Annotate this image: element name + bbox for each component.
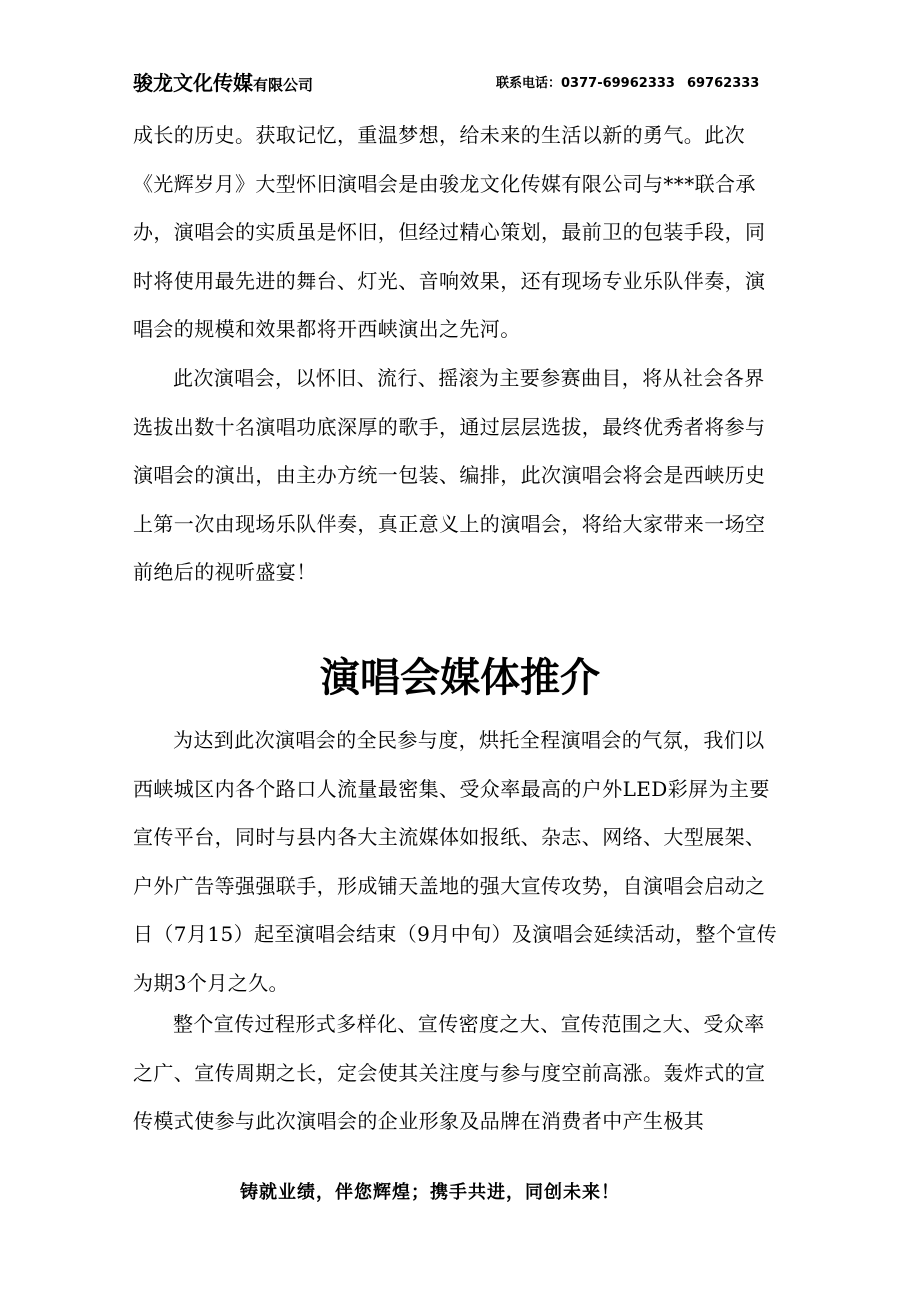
phone-number-secondary: 69762333 [686,76,760,91]
footer-slogan: 铸就业绩，伴您辉煌；携手共进，同创未来！ [240,1182,620,1203]
section-heading: 演唱会媒体推介 [320,655,600,701]
company-name-suffix: 有限公司 [253,76,314,94]
paragraph-2: 此次演唱会，以怀旧、流行、摇滚为主要参赛曲目，将从社会各界选拔出数十名演唱功底深厚的歌手，通过层层选拔，最终优秀者将参与演唱会的演出，由主办方统一包装、编排，此次演唱会将会是西峡历史上第一次由现场乐队伴奏，真正意义上的演唱会，将给大家带来一场空前绝后的视听盛宴！ [133,366,766,584]
paragraph-3: 为达到此次演唱会的全民参与度，烘托全程演唱会的气氛，我们以西峡城区内各个路口人流量最密集、受众率最高的户外LED彩屏为主要宣传平台，同时与县内各大主流媒体如报纸、杂志、网络、大型展架、户外广告等强强联手，形成铺天盖地的强大宣传攻势，自演唱会启动之日（7月15）起至演唱会结束（9月中旬）及演唱会延续活动，整个宣传为期3个月之久。 [133,728,778,995]
company-name-main: 骏龙文化传媒 [133,71,253,95]
paragraph-4: 整个宣传过程形式多样化、宣传密度之大、宣传范围之大、受众率之广、宣传周期之长，定会使其关注度与参与度空前高涨。轰炸式的宣传模式使参与此次演唱会的企业形象及品牌在消费者中产生极其 [133,1012,766,1133]
paragraph-block-2 [133,354,783,597]
paragraph-block-3 [133,716,783,1007]
paragraph-block-1 [133,111,783,354]
paragraph-1: 成长的历史。获取记忆，重温梦想，给未来的生活以新的勇气。此次《光辉岁月》大型怀旧演唱会是由骏龙文化传媒有限公司与***联合承办，演唱会的实质虽是怀旧，但经过精心策划，最前卫的包装手段，同时将使用最先进的舞台、灯光、音响效果，还有现场专业乐队伴奏，演唱会的规模和效果都将开西峡演出之先河。 [133,123,766,341]
page-header [133,70,793,100]
contact-label: 联系电话： [496,76,562,91]
company-name [133,70,313,98]
phone-number-primary: 0377-69962333 [561,76,675,91]
contact-info [496,75,759,93]
paragraph-block-4 [133,1000,783,1146]
